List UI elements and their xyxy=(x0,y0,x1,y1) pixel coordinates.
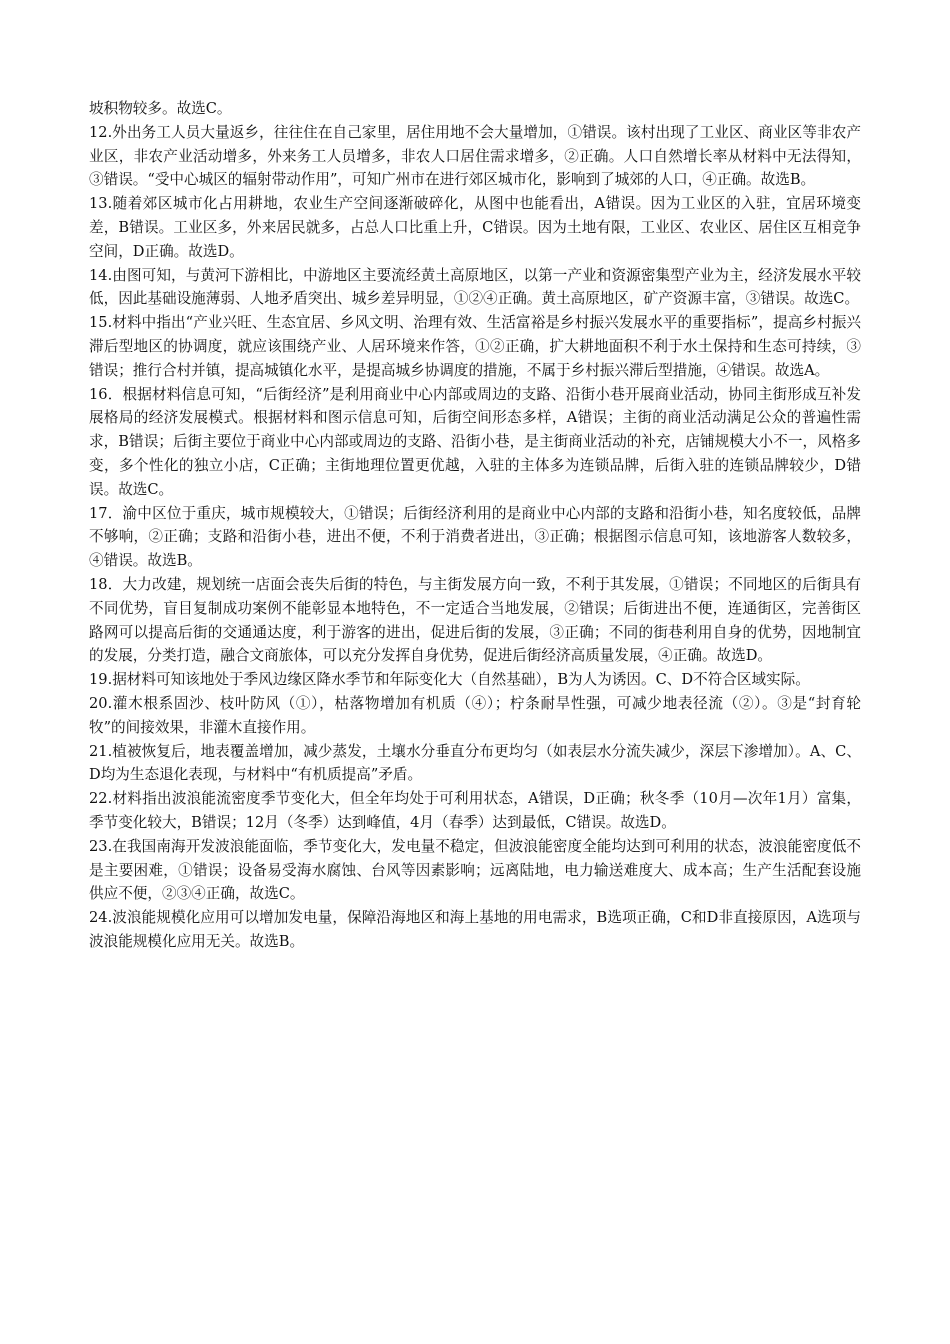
paragraph-q15: 15.材料中指出“产业兴旺、生态宜居、乡风文明、治理有效、生活富裕是乡村振兴发展水平的重要指标”，提高乡村振兴滞后型地区的协调度，就应该围绕产业、人居环境来作答，①②正确，扩大耕地面积不利于水土保持和生态可持续，③错误；推行合村并镇，提高城镇化水平，是提高城乡协调度的措施，不属于乡村振兴滞后型措施，④错误。故选A。 xyxy=(89,314,861,379)
paragraph-q18: 18．大力改建，规划统一店面会丧失后街的特色，与主街发展方向一致，不利于其发展，①错误；不同地区的后街具有不同优势，盲目复制成功案例不能彰显本地特色，不一定适合当地发展，②错误；后街进出不便，连通街区，完善街区路网可以提高后街的交通通达度，利于游客的进出，促进后街的发展，③正确；不同的街巷利用自身的优势，因地制宜的发展，分类打造，融合文商旅体，可以充分发挥自身优势，促进后街经济高质量发展，④正确。故选D。 xyxy=(89,575,861,665)
paragraph-q21: 21.植被恢复后，地表覆盖增加，减少蒸发，土壤水分垂直分布更均匀（如表层水分流失减少，深层下渗增加）。A、C、D均为生态退化表现，与材料中“有机质提高”矛盾。 xyxy=(89,742,861,784)
paragraph-q23: 23.在我国南海开发波浪能面临，季节变化大，发电量不稳定，但波浪能密度全能均达到可利用的状态，波浪能密度低不是主要困难，①错误；设备易受海水腐蚀、台风等因素影响；远离陆地，电力输送难度大、成本高；生产生活配套设施供应不便，②③④正确，故选C。 xyxy=(89,837,861,903)
paragraph-q20: 20.灌木根系固沙、枝叶防风（①），枯落物增加有机质（④）；柠条耐旱性强，可减少地表径流（②）。③是“封育轮牧”的间接效果，非灌木直接作用。 xyxy=(89,694,861,736)
answer-explanations xyxy=(89,97,861,954)
paragraph-q24: 24.波浪能规模化应用可以增加发电量，保障沿海地区和海上基地的用电需求，B选项正确，C和D非直接原因，A选项与波浪能规模化应用无关。故选B。 xyxy=(89,909,861,950)
paragraph-q17: 17．渝中区位于重庆，城市规模较大，①错误；后街经济利用的是商业中心内部的支路和沿街小巷，知名度较低，品牌不够响，②正确；支路和沿街小巷，进出不便，不利于消费者进出，③正确；根据图示信息可知，该地游客人数较多，④错误。故选B。 xyxy=(89,504,861,570)
paragraph-q14: 14.由图可知，与黄河下游相比，中游地区主要流经黄土高原地区，以第一产业和资源密集型产业为主，经济发展水平较低，因此基础设施薄弱、人地矛盾突出、城乡差异明显，①②④正确。黄土高原地区，矿产资源丰富，③错误。故选C。 xyxy=(89,266,861,308)
paragraph-q16: 16．根据材料信息可知，“后街经济”是利用商业中心内部或周边的支路、沿街小巷开展商业活动，协同主街形成互补发展格局的经济发展模式。根据材料和图示信息可知，后街空间形态多样，A错误；主街的商业活动满足公众的普遍性需求，B错误；后街主要位于商业中心内部或周边的支路、沿街小巷，是主街商业活动的补充，店铺规模大小不一，风格多变，多个性化的独立小店，C正确；主街地理位置更优越，入驻的主体多为连锁品牌，后街入驻的连锁品牌较少，D错误。故选C。 xyxy=(89,385,861,498)
paragraph-q22: 22.材料指出波浪能流密度季节变化大，但全年均处于可利用状态，A错误，D正确；秋冬季（10月—次年1月）富集，季节变化较大，B错误；12月（冬季）达到峰值，4月（春季）达到最低，C错误。故选D。 xyxy=(89,790,861,831)
paragraph-q19: 19.据材料可知该地处于季风边缘区降水季节和年际变化大（自然基础），B为人为诱因。C、D不符合区域实际。 xyxy=(89,671,810,689)
paragraph-q13: 13.随着郊区城市化占用耕地，农业生产空间逐渐破碎化，从图中也能看出，A错误。因为工业区的入驻，宜居环境变差，B错误。工业区多，外来居民就多，占总人口比重上升，C错误。因为土地有限，工业区、农业区、居住区互相竞争空间，D正确。故选D。 xyxy=(89,195,861,260)
paragraph-continuation: 坡积物较多。故选C。 xyxy=(89,100,232,117)
paragraph-q12: 12.外出务工人员大量返乡，往往住在自己家里，居住用地不会大量增加，①错误。该村出现了工业区、商业区等非农产业区，非农产业活动增多，外来务工人员增多，非农人口居住需求增多，②正确。人口自然增长率从材料中无法得知，③错误。“受中心城区的辐射带动作用”，可知广州市在进行郊区城市化，影响到了城郊的人口，④正确。故选B。 xyxy=(89,123,861,189)
